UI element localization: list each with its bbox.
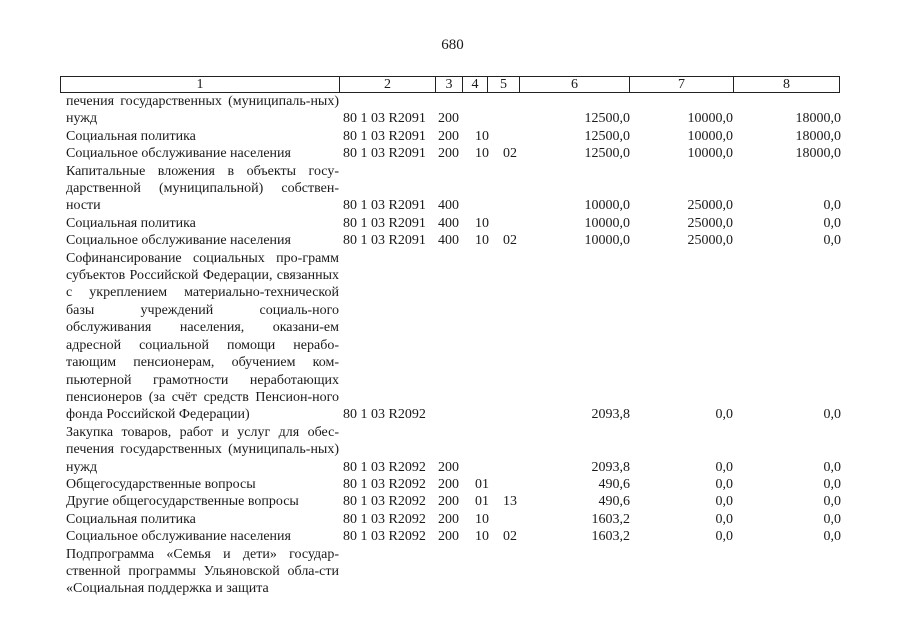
row-value-7: 0,0 xyxy=(715,494,733,510)
row-name: Социальная политика xyxy=(66,511,196,527)
row-name: Софинансирование социальных про-грамм субъектов Российской Федерации, связанных с укреплением материально-технической базы учреждений социаль-ного обслуживания населения, оказани-ем адресной социальной помощи нерабо-тающим пенсионерам, обучением ком-пьютерной грамотности неработающих пенсионеров (за счёт средств Пенсион-ного фонда Российской Федерации) xyxy=(66,250,339,423)
row-vr: 200 xyxy=(438,146,459,162)
column-header: 7 xyxy=(630,77,734,93)
row-rz: 10 xyxy=(475,233,489,249)
table-row xyxy=(60,528,845,545)
row-code: 80 1 03 R2091 xyxy=(343,198,426,214)
row-value-7: 10000,0 xyxy=(687,111,733,127)
row-name: Общегосударственные вопросы xyxy=(66,476,256,492)
row-value-7: 10000,0 xyxy=(687,146,733,162)
row-value-8: 0,0 xyxy=(823,529,841,545)
row-rz: 01 xyxy=(475,476,489,492)
row-value-6: 2093,8 xyxy=(591,459,630,475)
row-vr: 400 xyxy=(438,198,459,214)
row-code: 80 1 03 R2091 xyxy=(343,128,426,144)
table-row xyxy=(60,163,845,215)
row-code: 80 1 03 R2092 xyxy=(343,476,426,492)
row-code: 80 1 03 R2091 xyxy=(343,111,426,127)
row-value-7: 25000,0 xyxy=(687,198,733,214)
row-value-7: 0,0 xyxy=(715,476,733,492)
table-row xyxy=(60,232,845,249)
row-value-6: 10000,0 xyxy=(584,215,630,231)
row-pr: 13 xyxy=(503,494,517,510)
row-rz: 10 xyxy=(475,146,489,162)
page-number: 680 xyxy=(441,37,464,53)
column-header: 5 xyxy=(488,77,520,93)
row-name: Закупка товаров, работ и услуг для обес-печения государственных (муниципаль-ных) нужд xyxy=(66,424,339,475)
column-header: 1 xyxy=(61,77,340,93)
row-pr: 02 xyxy=(503,233,517,249)
row-value-7: 10000,0 xyxy=(687,128,733,144)
row-vr: 200 xyxy=(438,511,459,527)
row-value-6: 490,6 xyxy=(598,476,630,492)
row-name: Социальное обслуживание населения xyxy=(66,529,291,545)
table-row xyxy=(60,476,845,493)
row-vr: 200 xyxy=(438,128,459,144)
column-header-row xyxy=(60,76,840,93)
table-row xyxy=(60,93,845,128)
row-code: 80 1 03 R2092 xyxy=(343,494,426,510)
row-vr: 200 xyxy=(438,111,459,127)
row-pr: 02 xyxy=(503,529,517,545)
row-rz: 10 xyxy=(475,529,489,545)
row-vr: 200 xyxy=(438,494,459,510)
column-header: 2 xyxy=(340,77,436,93)
row-value-6: 12500,0 xyxy=(584,146,630,162)
row-name: печения государственных (муниципаль-ных) нужд xyxy=(66,94,339,127)
row-value-7: 0,0 xyxy=(715,511,733,527)
row-name: Социальная политика xyxy=(66,215,196,231)
row-value-8: 0,0 xyxy=(823,233,841,249)
row-value-8: 18000,0 xyxy=(795,111,841,127)
table-row xyxy=(60,493,845,510)
budget-table-body xyxy=(60,93,845,598)
row-value-7: 25000,0 xyxy=(687,233,733,249)
table-row xyxy=(60,145,845,162)
row-value-8: 0,0 xyxy=(823,198,841,214)
column-header: 6 xyxy=(520,77,630,93)
row-vr: 200 xyxy=(438,529,459,545)
column-header: 8 xyxy=(734,77,840,93)
table-row xyxy=(60,128,845,145)
row-value-7: 0,0 xyxy=(715,529,733,545)
row-vr: 400 xyxy=(438,215,459,231)
row-value-7: 0,0 xyxy=(715,459,733,475)
row-value-8: 0,0 xyxy=(823,494,841,510)
table-row xyxy=(60,546,845,598)
table-row xyxy=(60,424,845,476)
row-value-6: 490,6 xyxy=(598,494,630,510)
table-row xyxy=(60,215,845,232)
row-value-8: 0,0 xyxy=(823,407,841,423)
row-value-6: 12500,0 xyxy=(584,111,630,127)
row-rz: 10 xyxy=(475,215,489,231)
row-name: Капитальные вложения в объекты госу-дарственной (муниципальной) собствен-ности xyxy=(66,163,339,214)
row-code: 80 1 03 R2092 xyxy=(343,459,426,475)
row-vr: 200 xyxy=(438,476,459,492)
table-row xyxy=(60,511,845,528)
row-code: 80 1 03 R2092 xyxy=(343,529,426,545)
row-code: 80 1 03 R2091 xyxy=(343,146,426,162)
table-row xyxy=(60,250,845,424)
column-header: 3 xyxy=(436,77,463,93)
row-vr: 400 xyxy=(438,233,459,249)
row-code: 80 1 03 R2092 xyxy=(343,407,426,423)
row-name: Подпрограмма «Семья и дети» государ-ственной программы Ульяновской обла-сти «Социальная поддержка и защита xyxy=(66,546,339,597)
row-name: Социальная политика xyxy=(66,128,196,144)
row-value-6: 2093,8 xyxy=(591,407,630,423)
row-value-6: 10000,0 xyxy=(584,233,630,249)
row-pr: 02 xyxy=(503,146,517,162)
row-rz: 01 xyxy=(475,494,489,510)
column-header: 4 xyxy=(463,77,488,93)
row-value-6: 10000,0 xyxy=(584,198,630,214)
row-value-7: 0,0 xyxy=(715,407,733,423)
row-value-6: 1603,2 xyxy=(591,529,630,545)
row-code: 80 1 03 R2091 xyxy=(343,233,426,249)
row-rz: 10 xyxy=(475,511,489,527)
row-value-8: 0,0 xyxy=(823,459,841,475)
row-name: Другие общегосударственные вопросы xyxy=(66,494,299,510)
row-value-8: 0,0 xyxy=(823,215,841,231)
row-value-8: 18000,0 xyxy=(795,146,841,162)
row-vr: 200 xyxy=(438,459,459,475)
row-value-6: 12500,0 xyxy=(584,128,630,144)
row-value-8: 0,0 xyxy=(823,511,841,527)
row-code: 80 1 03 R2092 xyxy=(343,511,426,527)
row-value-7: 25000,0 xyxy=(687,215,733,231)
row-rz: 10 xyxy=(475,128,489,144)
row-value-8: 0,0 xyxy=(823,476,841,492)
row-name: Социальное обслуживание населения xyxy=(66,146,291,162)
row-name: Социальное обслуживание населения xyxy=(66,233,291,249)
row-value-8: 18000,0 xyxy=(795,128,841,144)
row-value-6: 1603,2 xyxy=(591,511,630,527)
row-code: 80 1 03 R2091 xyxy=(343,215,426,231)
